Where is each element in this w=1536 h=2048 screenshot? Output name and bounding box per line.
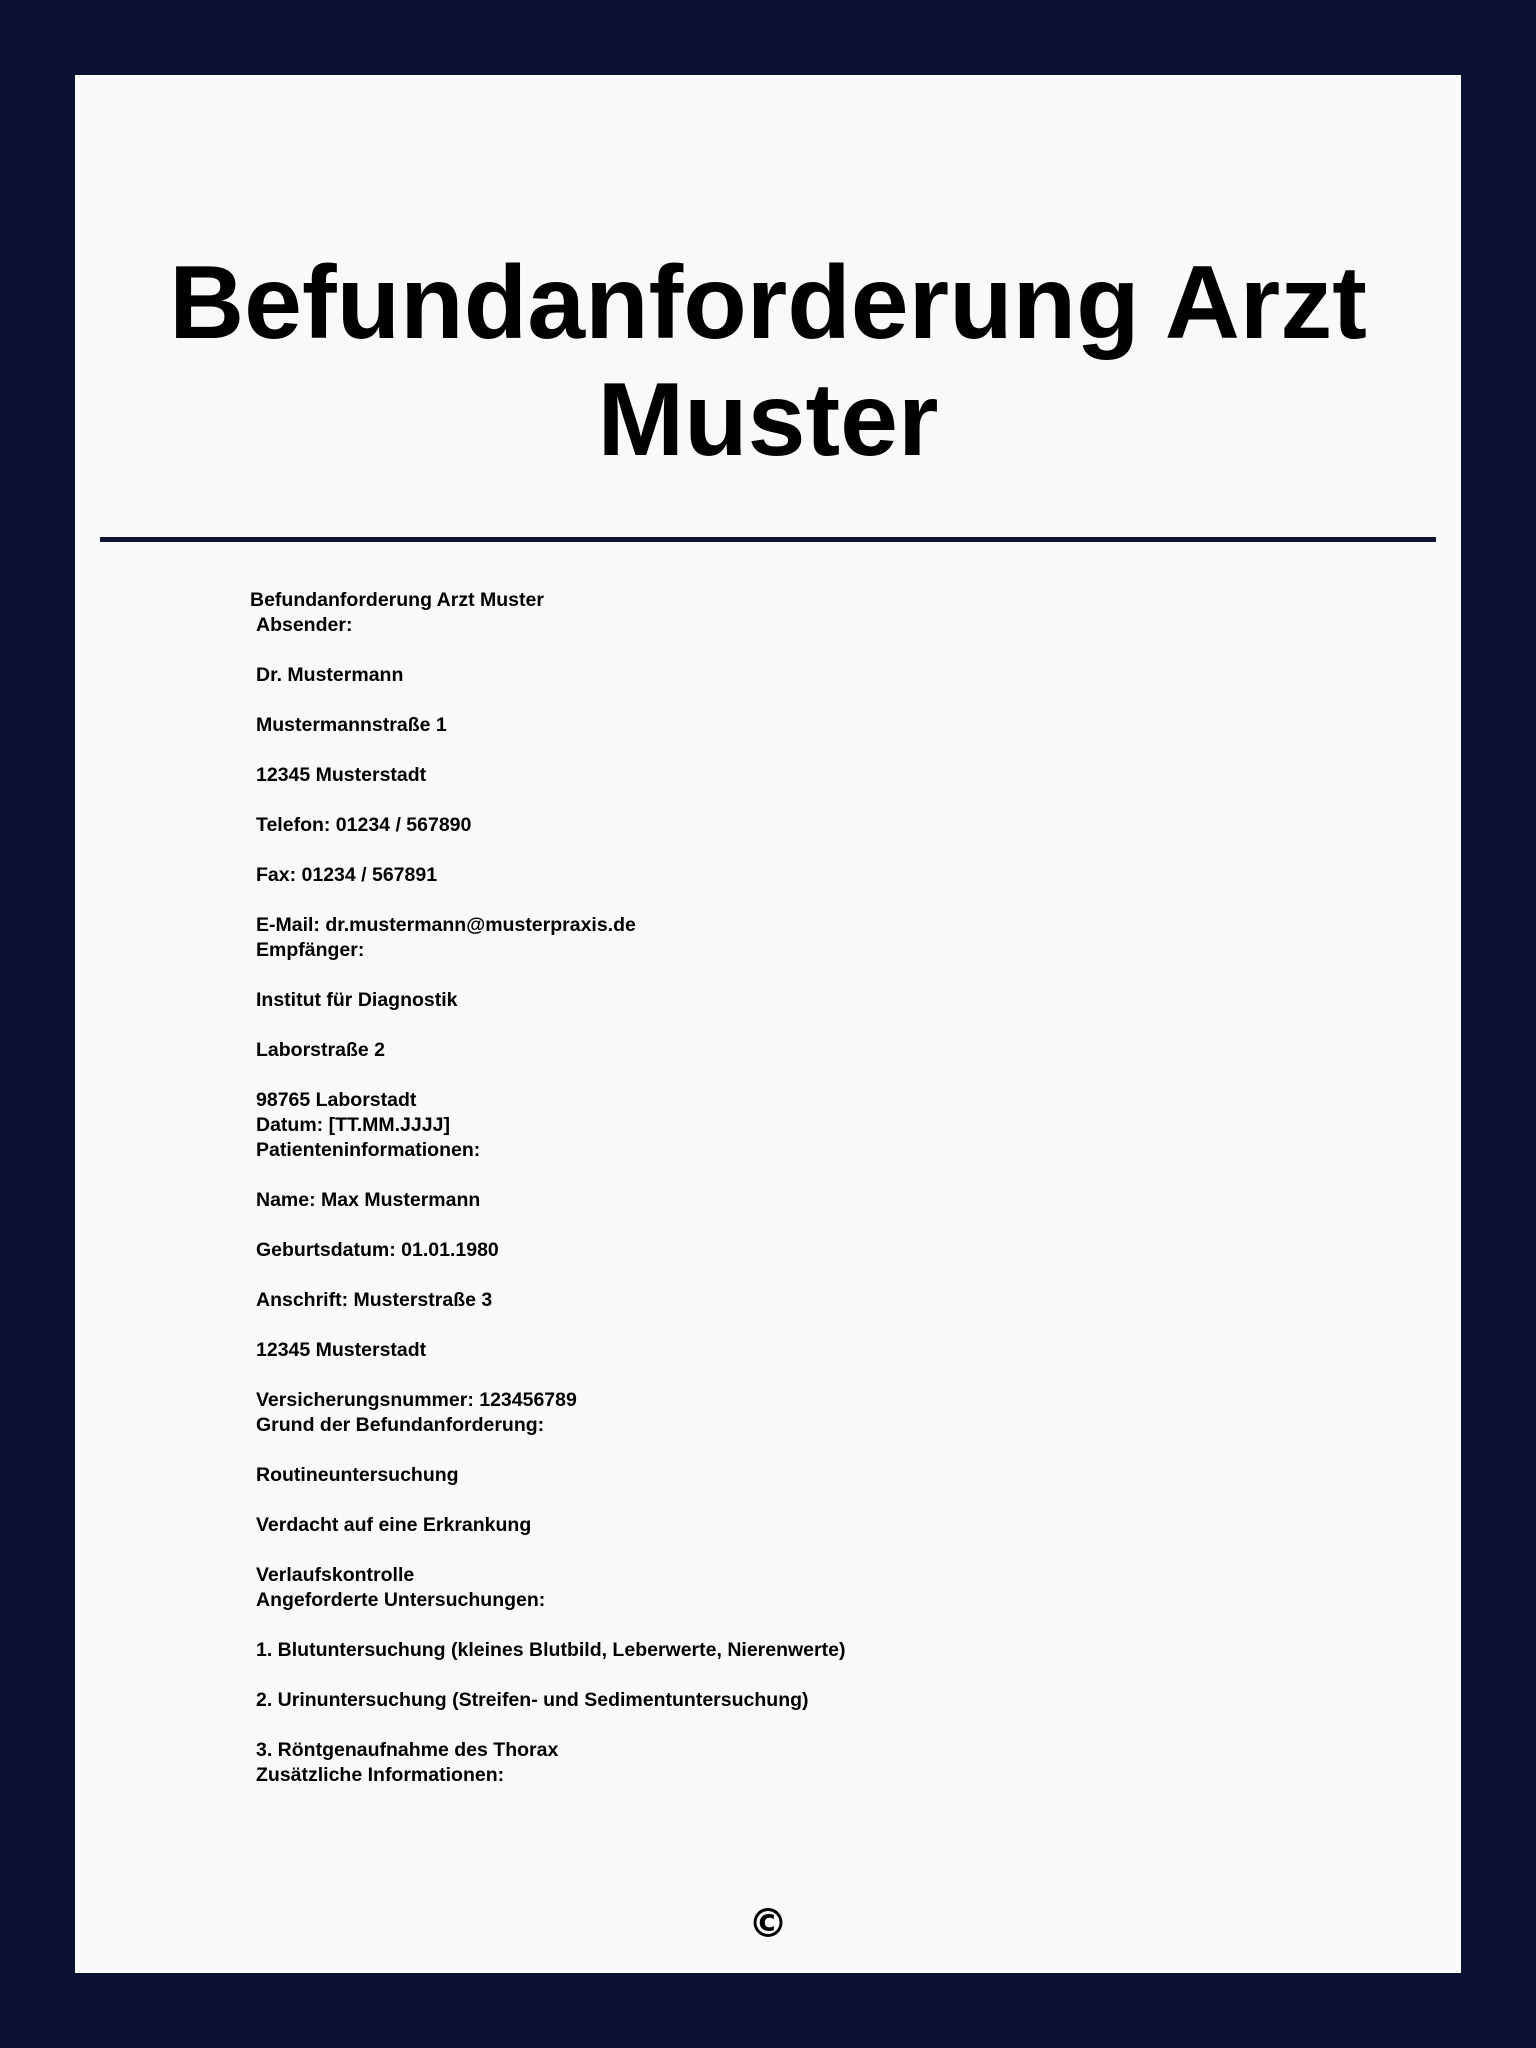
section-item: Telefon: 01234 / 567890 bbox=[256, 814, 472, 836]
document-sections bbox=[250, 613, 1300, 1788]
section-title: Empfänger: bbox=[256, 939, 365, 961]
section-item: Verdacht auf eine Erkrankung bbox=[256, 1514, 532, 1536]
document-section bbox=[250, 938, 1300, 1113]
section-item: 3. Röntgenaufnahme des Thorax bbox=[256, 1739, 559, 1761]
section-title: Datum: [TT.MM.JJJJ] bbox=[256, 1114, 450, 1136]
section-item: 98765 Laborstadt bbox=[256, 1089, 417, 1111]
document-heading: Befundanforderung Arzt Muster bbox=[250, 589, 544, 611]
document-page bbox=[75, 75, 1461, 1973]
section-item: Versicherungsnummer: 123456789 bbox=[256, 1389, 577, 1411]
section-item: Dr. Mustermann bbox=[256, 664, 404, 686]
document-body bbox=[250, 588, 1300, 1788]
section-title: Patienteninformationen: bbox=[256, 1139, 481, 1161]
document-section bbox=[250, 1113, 1300, 1138]
section-item: Fax: 01234 / 567891 bbox=[256, 864, 438, 886]
section-item: 12345 Musterstadt bbox=[256, 1339, 427, 1361]
section-item: 2. Urinuntersuchung (Streifen- und Sedimentuntersuchung) bbox=[256, 1689, 809, 1711]
section-item: E-Mail: dr.mustermann@musterpraxis.de bbox=[256, 914, 636, 936]
section-item: 1. Blutuntersuchung (kleines Blutbild, Leberwerte, Nierenwerte) bbox=[256, 1639, 846, 1661]
section-item: Geburtsdatum: 01.01.1980 bbox=[256, 1239, 499, 1261]
section-item: Routineuntersuchung bbox=[256, 1464, 459, 1486]
section-title: Angeforderte Untersuchungen: bbox=[256, 1589, 546, 1611]
section-item: Anschrift: Musterstraße 3 bbox=[256, 1289, 493, 1311]
section-item: Name: Max Mustermann bbox=[256, 1189, 481, 1211]
document-section bbox=[250, 613, 1300, 938]
section-title: Absender: bbox=[256, 614, 353, 636]
section-title: Zusätzliche Informationen: bbox=[256, 1764, 505, 1786]
section-item: 12345 Musterstadt bbox=[256, 764, 427, 786]
document-section bbox=[250, 1138, 1300, 1413]
page-title: Befundanforderung Arzt Muster bbox=[169, 245, 1367, 478]
section-item: Laborstraße 2 bbox=[256, 1039, 385, 1061]
title-divider bbox=[100, 537, 1436, 542]
document-section bbox=[250, 1413, 1300, 1588]
copyright-icon: © bbox=[748, 1901, 788, 1947]
section-item: Institut für Diagnostik bbox=[256, 989, 458, 1011]
document-section bbox=[250, 1763, 1300, 1788]
section-item: Mustermannstraße 1 bbox=[256, 714, 447, 736]
section-title: Grund der Befundanforderung: bbox=[256, 1414, 545, 1436]
section-item: Verlaufskontrolle bbox=[256, 1564, 415, 1586]
document-section bbox=[250, 1588, 1300, 1763]
